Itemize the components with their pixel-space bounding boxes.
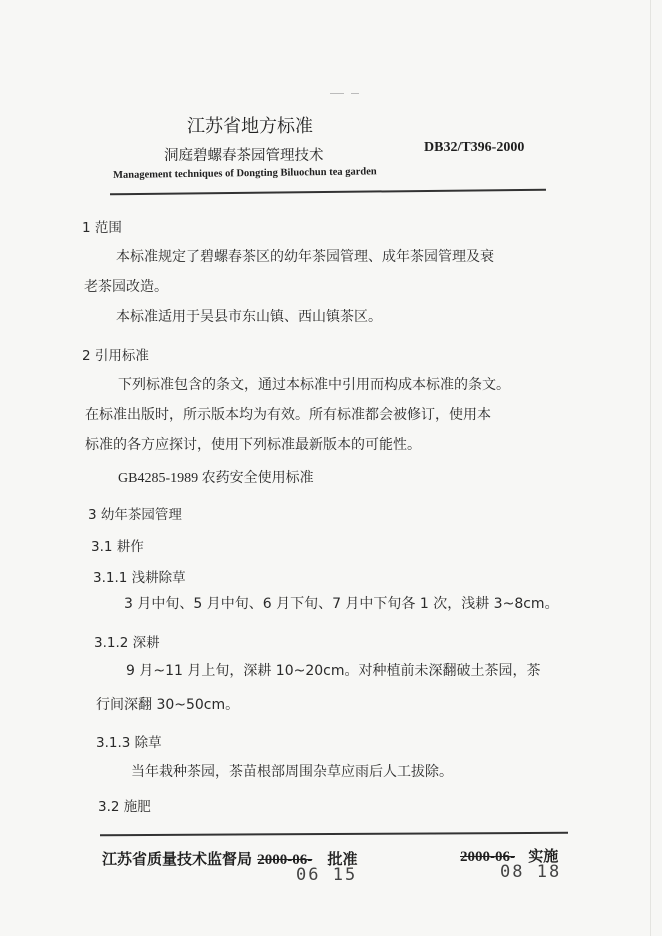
- scan-speck: [351, 93, 359, 94]
- reference-standard: GB4285-1989 农药安全使用标准: [118, 471, 314, 486]
- section-3-1-3-text: 当年栽种茶园，茶苗根部周围杂草应雨后人工拔除。: [131, 764, 453, 780]
- section-1-heading: 1 范围: [82, 220, 122, 236]
- standard-code: DB32/T396-2000: [424, 140, 525, 155]
- section-3-2-heading: 3.2 施肥: [98, 799, 151, 815]
- section-2-paragraph: 在标准出版时，所示版本均为有效。所有标准都会被修订，使用本: [85, 407, 491, 423]
- section-2-heading: 2 引用标准: [82, 348, 149, 364]
- section-2-paragraph: 标准的各方应探讨，使用下列标准最新版本的可能性。: [85, 437, 421, 453]
- section-3-1-2-heading: 3.1.2 深耕: [94, 635, 160, 651]
- section-1-paragraph: 本标准适用于吴县市东山镇、西山镇茶区。: [116, 309, 382, 325]
- section-3-1-2-text: 9 月~11 月上旬，深耕 10~20cm。对种植前未深翻破土茶园，茶: [126, 663, 541, 679]
- header-divider: [110, 189, 546, 195]
- footer-divider: [100, 832, 568, 836]
- standard-title-en: Management techniques of Dongting Biluochun tea garden: [113, 166, 377, 181]
- issue-date-stamp: 06 15: [296, 865, 358, 885]
- section-3-1-3-heading: 3.1.3 除草: [96, 735, 162, 751]
- scan-edge: [650, 0, 651, 936]
- section-2-paragraph: 下列标准包含的条文，通过本标准中引用而构成本标准的条文。: [118, 377, 510, 393]
- standard-title-cn: 洞庭碧螺春茶园管理技术: [164, 148, 324, 164]
- section-1-paragraph: 老茶园改造。: [84, 279, 168, 295]
- issue-date-printed: 2000-06-: [257, 852, 313, 868]
- section-3-1-2-text: 行间深翻 30~50cm。: [96, 697, 240, 713]
- issue-label: 批准: [327, 850, 358, 868]
- section-3-1-1-heading: 3.1.1 浅耕除草: [93, 570, 186, 586]
- impl-label: 实施: [528, 847, 559, 865]
- section-3-1-heading: 3.1 耕作: [91, 539, 144, 555]
- standard-category-title: 江苏省地方标准: [187, 116, 313, 137]
- impl-date-printed: 2000-06-: [460, 849, 515, 865]
- impl-date-stamp: 08 18: [500, 862, 562, 882]
- section-1-paragraph: 本标准规定了碧螺春茶区的幼年茶园管理、成年茶园管理及衰: [116, 249, 494, 265]
- section-3-heading: 3 幼年茶园管理: [88, 507, 182, 523]
- section-3-1-1-text: 3 月中旬、5 月中旬、6 月下旬、7 月中下旬各 1 次，浅耕 3~8cm。: [124, 596, 559, 612]
- scan-speck: [330, 93, 344, 94]
- issuer-name: 江苏省质量技术监督局: [102, 850, 253, 868]
